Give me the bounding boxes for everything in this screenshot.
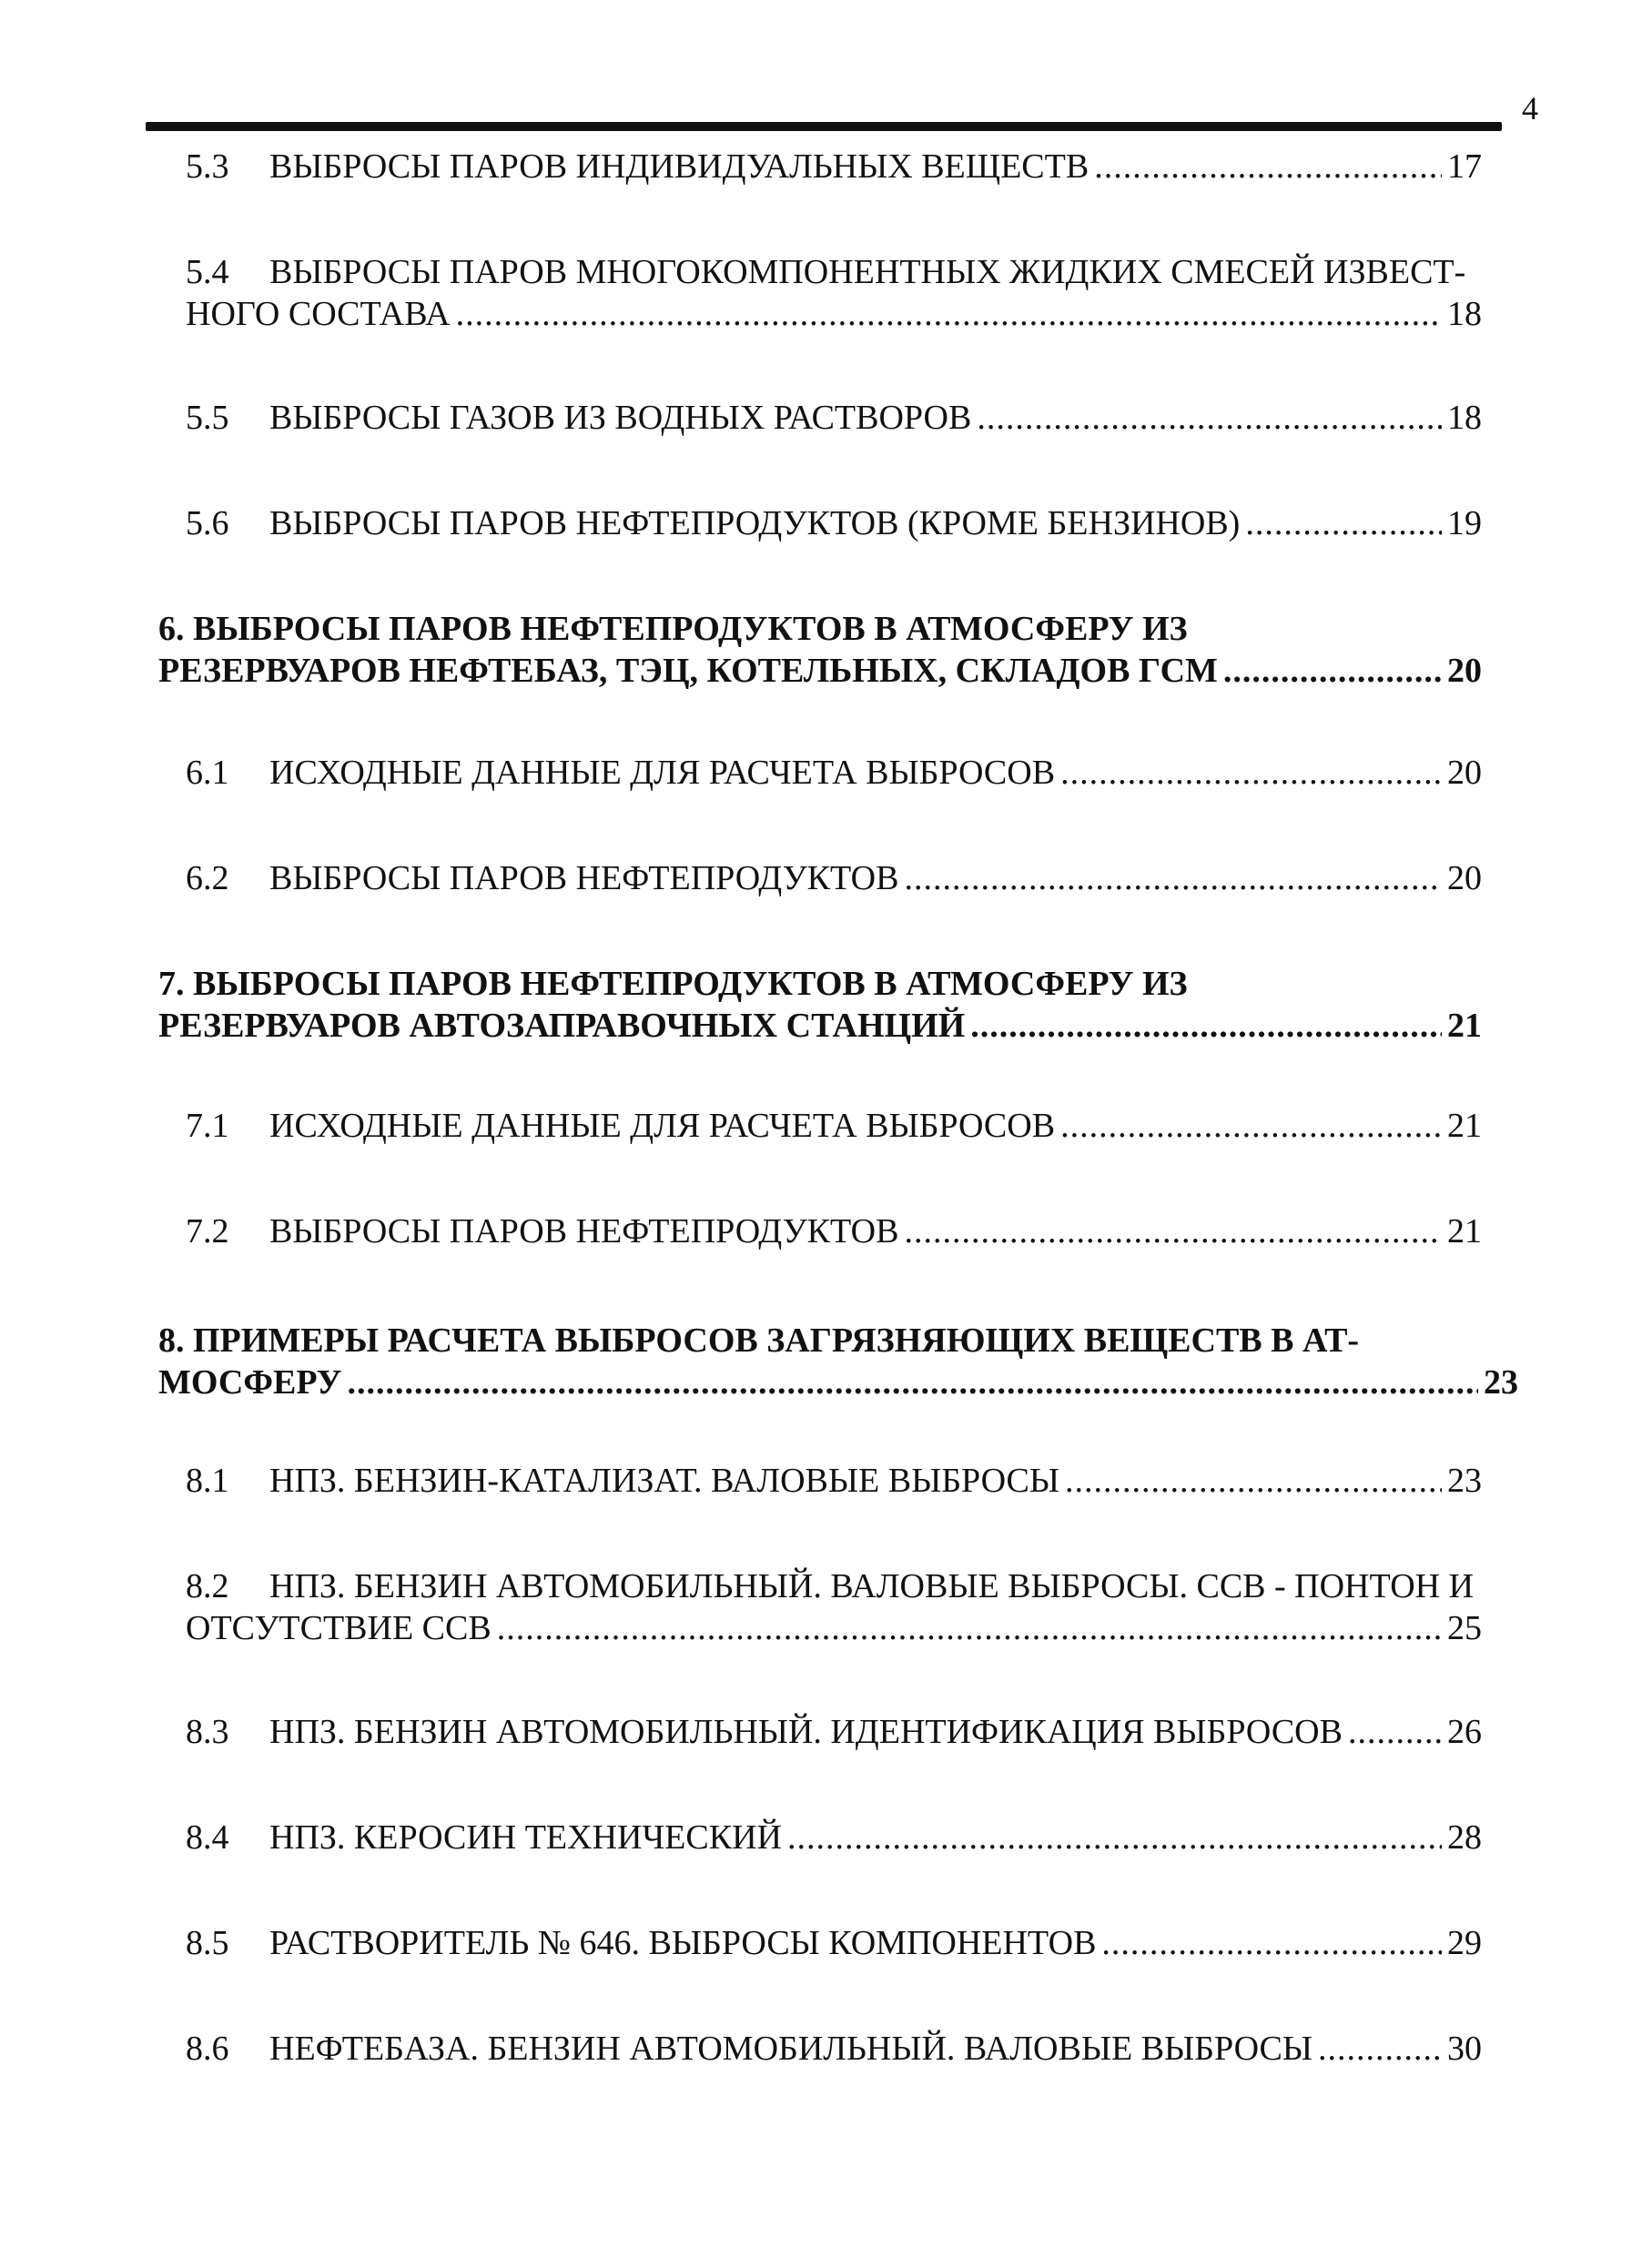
toc-entry-number: 6.1 bbox=[186, 754, 229, 792]
toc-entry-title: НПЗ. БЕНЗИН-КАТАЛИЗАТ. ВАЛОВЫЕ ВЫБРОСЫ bbox=[269, 1462, 1060, 1500]
toc-entry-5-6[interactable] bbox=[186, 502, 1482, 544]
toc-section-7[interactable] bbox=[158, 963, 1482, 1047]
toc-entry-number: 5.4 bbox=[186, 253, 229, 291]
toc-entry-number: 8.1 bbox=[186, 1462, 229, 1500]
header-rule bbox=[146, 122, 1502, 131]
toc-entry-number: 7.1 bbox=[186, 1107, 229, 1145]
dot-leader bbox=[904, 857, 1442, 899]
toc-entry-title-line1: НПЗ. БЕНЗИН АВТОМОБИЛЬНЫЙ. ВАЛОВЫЕ ВЫБРОСЫ. ССВ - ПОНТОН И bbox=[269, 1567, 1475, 1605]
dot-leader bbox=[1348, 1711, 1442, 1753]
toc-entry-page: 29 bbox=[1447, 1924, 1482, 1962]
toc-entry-title: ВЫБРОСЫ ГАЗОВ ИЗ ВОДНЫХ РАСТВОРОВ bbox=[269, 399, 972, 437]
toc-entry-number: 8.2 bbox=[186, 1567, 229, 1605]
toc-entry-title: ИСХОДНЫЕ ДАННЫЕ ДЛЯ РАСЧЕТА ВЫБРОСОВ bbox=[269, 1107, 1056, 1145]
dot-leader bbox=[1065, 1460, 1442, 1502]
toc-section-title-line2: РЕЗЕРВУАРОВ АВТОЗАПРАВОЧНЫХ СТАНЦИЙ bbox=[158, 1007, 966, 1045]
toc-entry-page: 18 bbox=[1447, 295, 1482, 333]
dot-leader bbox=[904, 1210, 1442, 1252]
dot-leader bbox=[1318, 2028, 1442, 2070]
toc-entry-title: ВЫБРОСЫ ПАРОВ ИНДИВИДУАЛЬНЫХ ВЕЩЕСТВ bbox=[269, 147, 1090, 186]
toc-section-page: 23 bbox=[1484, 1363, 1518, 1402]
toc-section-page: 21 bbox=[1447, 1007, 1482, 1045]
toc-entry-title: НЕФТЕБАЗА. БЕНЗИН АВТОМОБИЛЬНЫЙ. ВАЛОВЫЕ ВЫБРОСЫ bbox=[269, 2030, 1313, 2068]
toc-section-title-line1: 7. ВЫБРОСЫ ПАРОВ НЕФТЕПРОДУКТОВ В АТМОСФЕРУ ИЗ bbox=[158, 965, 1188, 1003]
toc-entry-title: НПЗ. КЕРОСИН ТЕХНИЧЕСКИЙ bbox=[269, 1818, 782, 1857]
toc-entry-page: 21 bbox=[1447, 1107, 1482, 1145]
toc-entry-5-4[interactable] bbox=[186, 251, 1482, 335]
toc-section-page: 20 bbox=[1447, 652, 1482, 690]
toc-section-8[interactable] bbox=[158, 1320, 1518, 1403]
dot-leader bbox=[977, 397, 1442, 439]
dot-leader bbox=[1094, 146, 1442, 187]
toc-section-6[interactable] bbox=[158, 608, 1482, 692]
toc-entry-page: 17 bbox=[1447, 147, 1482, 186]
toc-entry-5-3[interactable] bbox=[186, 146, 1482, 187]
toc-entry-8-5[interactable] bbox=[186, 1922, 1482, 1964]
toc-entry-number: 8.6 bbox=[186, 2030, 229, 2068]
dot-leader bbox=[1060, 752, 1442, 794]
toc-entry-6-2[interactable] bbox=[186, 857, 1482, 899]
toc-entry-7-1[interactable] bbox=[186, 1105, 1482, 1147]
toc-entry-title: ИСХОДНЫЕ ДАННЫЕ ДЛЯ РАСЧЕТА ВЫБРОСОВ bbox=[269, 754, 1056, 792]
toc-entry-page: 20 bbox=[1447, 754, 1482, 792]
toc-entry-8-1[interactable] bbox=[186, 1460, 1482, 1502]
toc-entry-number: 7.2 bbox=[186, 1212, 229, 1250]
toc-section-title-line2: РЕЗЕРВУАРОВ НЕФТЕБАЗ, ТЭЦ, КОТЕЛЬНЫХ, СКЛАДОВ ГСМ bbox=[158, 652, 1218, 690]
toc-entry-6-1[interactable] bbox=[186, 752, 1482, 794]
toc-entry-title-line2: НОГО СОСТАВА bbox=[186, 295, 451, 333]
toc-entry-7-2[interactable] bbox=[186, 1210, 1482, 1252]
toc-section-title-line2: МОСФЕРУ bbox=[158, 1363, 342, 1402]
toc-entry-page: 20 bbox=[1447, 859, 1482, 897]
toc-entry-page: 30 bbox=[1447, 2030, 1482, 2068]
page-number: 4 bbox=[1522, 90, 1538, 127]
dot-leader bbox=[1101, 1922, 1442, 1964]
toc-entry-title: НПЗ. БЕНЗИН АВТОМОБИЛЬНЫЙ. ИДЕНТИФИКАЦИЯ ВЫБРОСОВ bbox=[269, 1713, 1343, 1751]
dot-leader bbox=[456, 293, 1442, 335]
toc-entry-title: РАСТВОРИТЕЛЬ № 646. ВЫБРОСЫ КОМПОНЕНТОВ bbox=[269, 1924, 1097, 1962]
toc-entry-page: 19 bbox=[1447, 504, 1482, 542]
toc-entry-number: 8.5 bbox=[186, 1924, 229, 1962]
toc-entry-number: 8.4 bbox=[186, 1818, 229, 1857]
dot-leader bbox=[1223, 650, 1442, 692]
toc-entry-number: 5.5 bbox=[186, 399, 229, 437]
toc-entry-number: 6.2 bbox=[186, 859, 229, 897]
toc-entry-page: 18 bbox=[1447, 399, 1482, 437]
toc-entry-page: 23 bbox=[1447, 1462, 1482, 1500]
toc-entry-title: ВЫБРОСЫ ПАРОВ НЕФТЕПРОДУКТОВ (КРОМЕ БЕНЗИНОВ) bbox=[269, 504, 1241, 542]
toc-entry-number: 8.3 bbox=[186, 1713, 229, 1751]
toc-entry-title-line2: ОТСУТСТВИЕ ССВ bbox=[186, 1609, 492, 1647]
toc-entry-title-line1: ВЫБРОСЫ ПАРОВ МНОГОКОМПОНЕНТНЫХ ЖИДКИХ СМЕСЕЙ ИЗВЕСТ- bbox=[269, 253, 1466, 291]
dot-leader bbox=[1060, 1105, 1442, 1147]
toc-entry-number: 5.3 bbox=[186, 147, 229, 186]
dot-leader bbox=[497, 1607, 1442, 1649]
toc-entry-8-3[interactable] bbox=[186, 1711, 1482, 1753]
toc-entry-8-4[interactable] bbox=[186, 1817, 1482, 1858]
toc-section-title-line1: 8. ПРИМЕРЫ РАСЧЕТА ВЫБРОСОВ ЗАГРЯЗНЯЮЩИХ ВЕЩЕСТВ В АТ- bbox=[158, 1321, 1360, 1360]
toc-entry-title: ВЫБРОСЫ ПАРОВ НЕФТЕПРОДУКТОВ bbox=[269, 1212, 899, 1250]
dot-leader bbox=[787, 1817, 1442, 1858]
toc-entry-page: 26 bbox=[1447, 1713, 1482, 1751]
toc-section-title-line1: 6. ВЫБРОСЫ ПАРОВ НЕФТЕПРОДУКТОВ В АТМОСФЕРУ ИЗ bbox=[158, 610, 1188, 648]
toc-entry-page: 28 bbox=[1447, 1818, 1482, 1857]
toc-entry-8-6[interactable] bbox=[186, 2028, 1482, 2070]
dot-leader bbox=[347, 1362, 1478, 1403]
dot-leader bbox=[1245, 502, 1442, 544]
toc-entry-page: 21 bbox=[1447, 1212, 1482, 1250]
toc-entry-8-2[interactable] bbox=[186, 1565, 1482, 1649]
toc-entry-5-5[interactable] bbox=[186, 397, 1482, 439]
dot-leader bbox=[970, 1005, 1442, 1047]
toc-entry-title: ВЫБРОСЫ ПАРОВ НЕФТЕПРОДУКТОВ bbox=[269, 859, 899, 897]
toc-entry-number: 5.6 bbox=[186, 504, 229, 542]
toc-entry-page: 25 bbox=[1447, 1609, 1482, 1647]
